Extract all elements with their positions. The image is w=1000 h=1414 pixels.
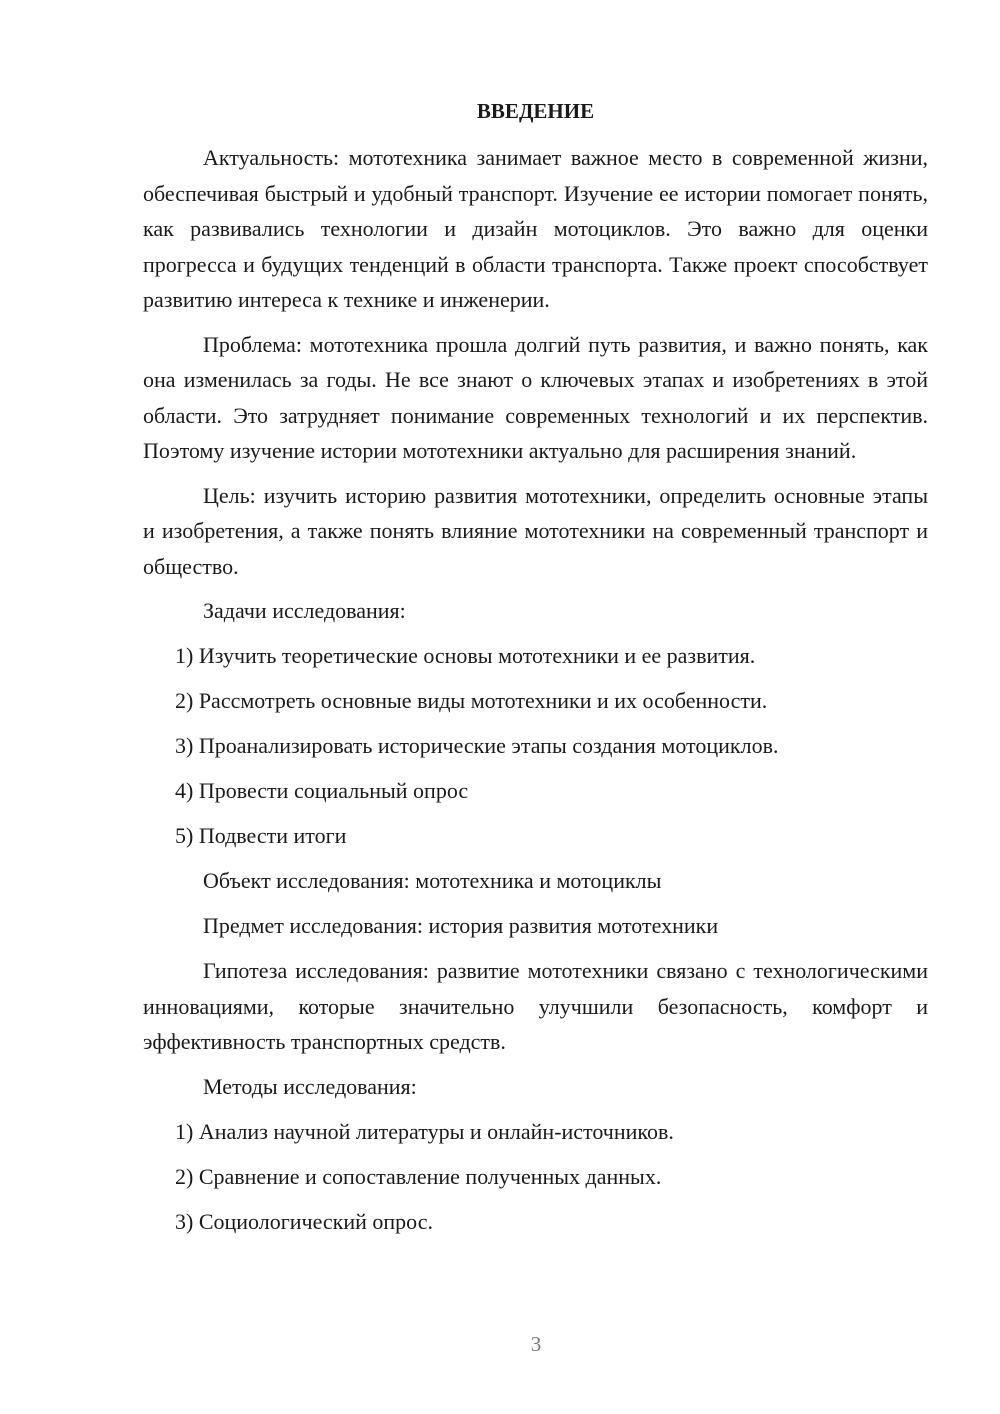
- tasks-heading: Задачи исследования:: [203, 598, 406, 623]
- task-item-1: 1) Изучить теоретические основы мототехники и ее развития.: [175, 643, 756, 668]
- task-item-2: 2) Рассмотреть основные виды мототехники и их особенности.: [175, 688, 768, 713]
- research-subject: Предмет исследования: история развития мототехники: [203, 913, 719, 938]
- method-item-1: 1) Анализ научной литературы и онлайн-источников.: [175, 1118, 674, 1144]
- page-number: 3: [530, 1332, 542, 1356]
- paragraph-goal: Цель: изучить историю развития мототехники, определить основные этапы и изобретения, а также понять влияние мототехники на современный транспорт и общество.: [143, 482, 928, 579]
- document-page: [143, 95, 928, 1249]
- methods-heading: Методы исследования:: [203, 1073, 417, 1099]
- paragraph-problem: Проблема: мототехника прошла долгий путь развития, и важно понять, как она изменилась за годы. Не все знают о ключевых этапах и изобретениях в этой области. Это затрудняет понимание современных технологий и их перспектив. Поэтому изучение истории мототехники актуально для расширения знаний.: [143, 331, 928, 463]
- method-item-2: 2) Сравнение и сопоставление полученных данных.: [175, 1163, 662, 1189]
- method-item-3: 3) Социологический опрос.: [175, 1208, 433, 1234]
- task-item-5: 5) Подвести итоги: [175, 823, 347, 848]
- section-title: ВВЕДЕНИЕ: [476, 99, 595, 123]
- task-item-4: 4) Провести социальный опрос: [175, 778, 469, 803]
- task-item-3: 3) Проанализировать исторические этапы создания мотоциклов.: [175, 733, 779, 758]
- research-object: Объект исследования: мототехника и мотоциклы: [203, 868, 662, 893]
- paragraph-relevance: Актуальность: мототехника занимает важное место в современной жизни, обеспечивая быстрый и удобный транспорт. Изучение ее истории помогает понять, как развивались технологии и дизайн мотоциклов. Это важно для оценки прогресса и будущих тенденций в области транспорта. Также проект способствует развитию интереса к технике и инженерии.: [143, 145, 928, 312]
- paragraph-hypothesis: Гипотеза исследования: развитие мототехники связано с технологическими инновациями, которые значительно улучшили безопасность, комфорт и эффективность транспортных средств.: [143, 958, 928, 1054]
